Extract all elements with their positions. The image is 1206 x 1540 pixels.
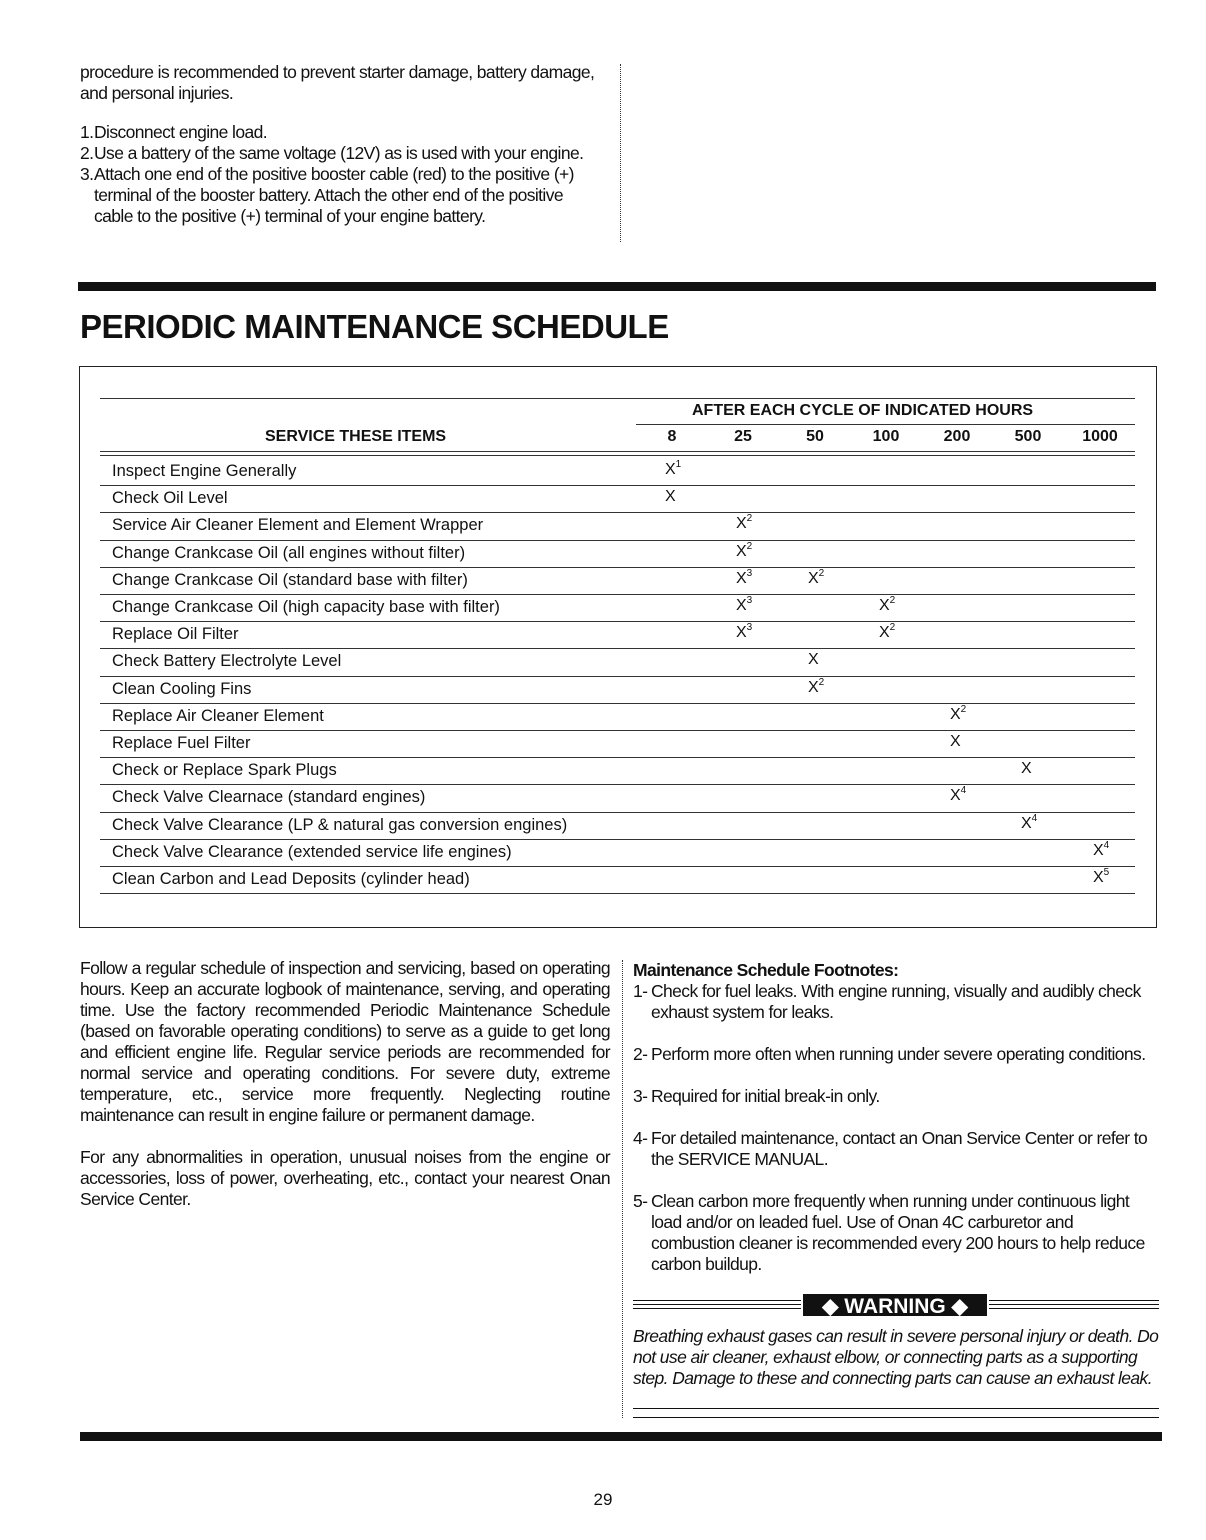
footnote <box>633 1044 1159 1065</box>
mark-x: X <box>1093 869 1104 886</box>
guidance-paragraph: Follow a regular schedule of inspection and servicing, based on operating hours. Keep an accurate logbook of maintenance, serving, and operating time. Use the factory recommended Periodic Maintenance Schedule (based on favorable operating conditions) to serve as a guide to get long and efficient engine life. Regular service periods are recommended for normal service and operating conditions. For severe duty, extreme temperature, etc., service more frequently. Neglecting routine maintenance can result in engine failure or permanent damage. <box>80 958 610 1125</box>
hour-header-8: 8 <box>667 428 677 445</box>
row-rule <box>100 812 1135 813</box>
schedule-mark <box>665 488 676 506</box>
step-number: 2. <box>80 143 94 163</box>
service-item: Check Valve Clearance (extended service life engines) <box>112 842 512 861</box>
service-item: Change Crankcase Oil (high capacity base with filter) <box>112 598 500 616</box>
mark-footnote-ref: 4 <box>1031 812 1038 824</box>
row-rule <box>100 893 1135 894</box>
step-item <box>80 164 606 227</box>
hour-header-100: 100 <box>872 428 900 445</box>
mark-footnote-ref: 3 <box>746 567 753 579</box>
mark-x: X <box>808 651 819 669</box>
row-rule <box>100 839 1135 840</box>
service-item: Change Crankcase Oil (standard base with filter) <box>112 570 468 589</box>
table-rule <box>100 451 1135 452</box>
column-divider <box>620 64 621 242</box>
mark-x: X <box>950 733 961 750</box>
schedule-mark <box>1021 760 1032 778</box>
row-rule <box>100 648 1135 649</box>
hour-header-25: 25 <box>734 428 752 445</box>
service-item: Replace Oil Filter <box>112 625 239 644</box>
warning-banner <box>633 1292 1159 1320</box>
warning-label: ◆ WARNING ◆ <box>801 1292 989 1318</box>
service-item: Change Crankcase Oil (all engines without filter) <box>112 543 466 562</box>
table-rule <box>100 455 1135 456</box>
table-rule <box>636 424 1135 425</box>
row-rule <box>100 485 1135 486</box>
mark-x: X <box>736 624 747 642</box>
footnote <box>633 1128 1159 1170</box>
footnote <box>633 1086 1159 1107</box>
footnote <box>633 981 1159 1023</box>
step-item <box>80 122 606 143</box>
table-rule <box>100 398 1135 399</box>
mark-x: X <box>665 461 676 478</box>
mark-x: X <box>950 787 961 805</box>
schedule-mark <box>879 624 895 642</box>
mark-footnote-ref: 4 <box>960 785 967 797</box>
service-item: Service Air Cleaner Element and Element Wrapper <box>112 516 484 535</box>
row-rule <box>100 512 1135 513</box>
mark-x: X <box>950 705 961 723</box>
service-item: Check Battery Electrolyte Level <box>112 652 342 671</box>
footnote-text: Required for initial break-in only. <box>651 1086 880 1106</box>
hour-header-1000: 1000 <box>1082 428 1118 445</box>
section-rule <box>78 282 1156 291</box>
page-number: 29 <box>593 1490 613 1509</box>
footnote-number: 3- <box>633 1086 648 1106</box>
mark-footnote-ref: 2 <box>889 595 896 606</box>
warning-bottom-rule <box>633 1408 1159 1418</box>
intro-text: procedure is recommended to prevent starter damage, battery damage, and personal injuries. <box>80 62 595 103</box>
mark-x: X <box>1093 841 1104 859</box>
step-number: 1. <box>80 122 94 142</box>
row-rule <box>100 730 1135 731</box>
mark-footnote-ref: 2 <box>746 540 753 552</box>
footnote-number: 1- <box>633 981 648 1001</box>
schedule-mark <box>665 461 681 479</box>
mark-x: X <box>736 542 747 560</box>
footnote-number: 2- <box>633 1044 648 1064</box>
footnotes-column <box>633 960 1159 1296</box>
mark-x: X <box>736 569 747 587</box>
row-rule <box>100 784 1135 785</box>
mark-x: X <box>1021 814 1032 832</box>
schedule-mark <box>950 703 967 724</box>
footnote-number: 5- <box>633 1191 648 1211</box>
schedule-mark <box>808 567 825 588</box>
schedule-mark <box>736 597 752 615</box>
mark-x: X <box>879 624 890 642</box>
row-rule <box>100 621 1135 622</box>
mark-footnote-ref: 2 <box>818 676 825 688</box>
hour-header-200: 200 <box>943 428 971 445</box>
schedule-mark <box>736 567 753 588</box>
schedule-mark <box>1093 839 1110 860</box>
mark-x: X <box>736 597 747 614</box>
mark-footnote-ref: 4 <box>1103 839 1110 851</box>
row-rule <box>100 866 1135 867</box>
service-item: Check or Replace Spark Plugs <box>112 761 337 780</box>
service-item: Clean Carbon and Lead Deposits (cylinder head) <box>112 870 470 888</box>
mark-footnote-ref: 2 <box>818 567 825 579</box>
mark-x: X <box>1021 760 1032 778</box>
mark-footnote-ref: 3 <box>746 595 753 606</box>
hour-header-50: 50 <box>806 428 824 445</box>
row-rule <box>100 676 1135 677</box>
footnote-text: Clean carbon more frequently when running under continuous light load and/or on leaded fuel. Use of Onan 4C carburetor and combustion cleaner is recommended every 200 hours to help reduce carbon buildup. <box>651 1191 1145 1274</box>
service-item: Clean Cooling Fins <box>112 679 252 698</box>
page-title: PERIODIC MAINTENANCE SCHEDULE <box>80 308 669 345</box>
mark-footnote-ref: 1 <box>675 459 682 470</box>
row-rule <box>100 594 1135 595</box>
step-number: 3. <box>80 164 94 184</box>
schedule-mark <box>950 733 961 751</box>
schedule-mark <box>1021 812 1038 833</box>
schedule-mark <box>1093 869 1109 887</box>
mark-footnote-ref: 3 <box>746 622 753 634</box>
mark-footnote-ref: 2 <box>960 703 967 715</box>
schedule-mark <box>736 624 752 642</box>
footnotes-heading: Maintenance Schedule Footnotes: <box>633 960 899 980</box>
step-text: Disconnect engine load. <box>94 122 267 142</box>
schedule-mark <box>736 540 753 561</box>
items-header: SERVICE THESE ITEMS <box>265 428 447 445</box>
footnote-text: For detailed maintenance, contact an Onan Service Center or refer to the SERVICE MANUAL. <box>651 1128 1148 1169</box>
step-text: Use a battery of the same voltage (12V) as is used with your engine. <box>94 143 584 163</box>
mark-footnote-ref: 2 <box>746 513 753 525</box>
footer-rule <box>80 1432 1162 1441</box>
footnote-number: 4- <box>633 1128 648 1148</box>
schedule-mark <box>950 787 966 805</box>
schedule-mark <box>736 515 752 533</box>
step-item <box>80 143 606 164</box>
schedule-mark <box>808 676 825 697</box>
mark-x: X <box>808 569 819 587</box>
footnote <box>633 1191 1159 1275</box>
service-item: Inspect Engine Generally <box>112 462 297 480</box>
mark-x: X <box>736 515 747 533</box>
intro-column <box>80 62 606 227</box>
footnote-text: Check for fuel leaks. With engine running, visually and audibly check exhaust system for leaks. <box>651 981 1141 1022</box>
mark-footnote-ref: 5 <box>1103 867 1110 878</box>
footnote-text: Perform more often when running under severe operating conditions. <box>651 1044 1146 1064</box>
service-item: Check Valve Clearance (LP & natural gas conversion engines) <box>112 815 568 834</box>
service-item: Check Valve Clearnace (standard engines) <box>112 788 426 807</box>
schedule-mark <box>808 651 819 669</box>
service-item: Replace Air Cleaner Element <box>112 706 324 725</box>
booster-steps <box>80 122 606 227</box>
row-rule <box>100 703 1135 704</box>
guidance-paragraph: For any abnormalities in operation, unusual noises from the engine or accessories, loss of power, overheating, etc., contact your nearest Onan Service Center. <box>80 1147 610 1209</box>
row-rule <box>100 540 1135 541</box>
mark-x: X <box>808 678 819 696</box>
service-item: Check Oil Level <box>112 489 228 508</box>
mark-x: X <box>665 488 676 506</box>
service-item: Replace Fuel Filter <box>112 734 251 752</box>
row-rule <box>100 757 1135 758</box>
mark-footnote-ref: 2 <box>889 622 896 634</box>
schedule-mark <box>879 597 895 615</box>
warning-text: Breathing exhaust gases can result in severe personal injury or death. Do not use air cleaner, exhaust elbow, or connecting parts as a supporting step. Damage to these and connecting parts can cause an exhaust leak. <box>633 1326 1159 1388</box>
guidance-column <box>80 958 610 1231</box>
hour-header-500: 500 <box>1014 428 1042 445</box>
column-divider <box>622 960 623 1418</box>
step-text: Attach one end of the positive booster cable (red) to the positive (+) terminal of the booster battery. Attach the other end of the positive cable to the positive (+) terminal of your engine battery. <box>94 164 574 226</box>
hours-group-header: AFTER EACH CYCLE OF INDICATED HOURS <box>692 402 1034 419</box>
mark-x: X <box>879 597 890 614</box>
row-rule <box>100 567 1135 568</box>
